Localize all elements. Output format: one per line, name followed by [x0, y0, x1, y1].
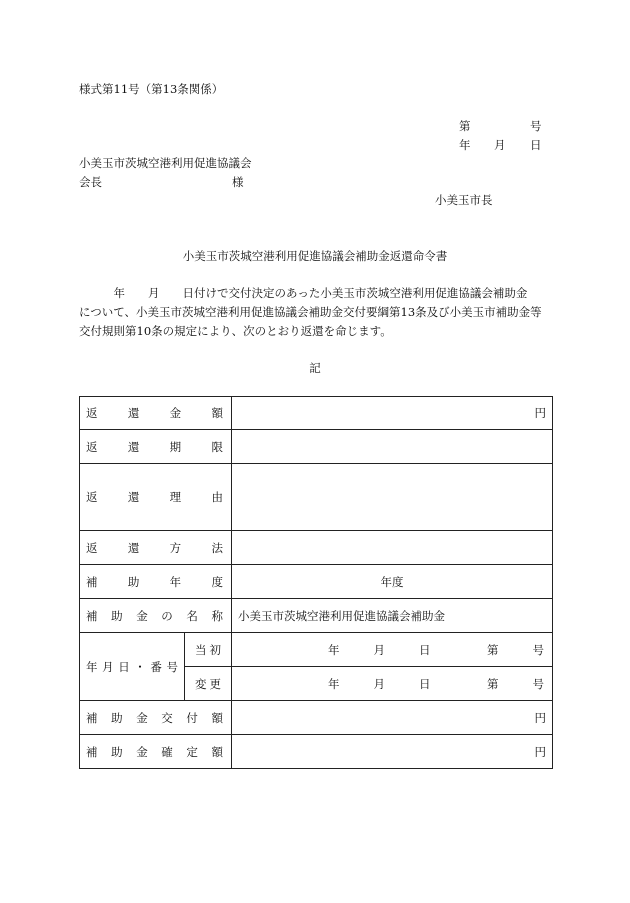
- row-fiscal-year: [80, 565, 553, 599]
- body-text-line-1: 年 月 日付けで交付決定のあった小美玉市茨城空港利用促進協議会補助金: [79, 286, 528, 300]
- row-date-number-initial: [80, 633, 553, 667]
- change-date-number-field[interactable]: 年 月 日 第 号: [232, 667, 553, 701]
- issuer-name: 小美玉市長: [435, 193, 493, 207]
- return-order-table: [79, 396, 553, 769]
- subsidy-name-label: 補 助 金 の 名 称: [80, 599, 232, 633]
- ki-marker: 記: [309, 361, 321, 375]
- return-deadline-field[interactable]: [232, 430, 553, 464]
- confirmed-amount-label: 補 助 金 確 定 額: [80, 735, 232, 769]
- yen-unit: 円: [534, 710, 546, 725]
- body-text-line-3: 交付規則第10条の規定により、次のとおり返還を命じます。: [79, 324, 392, 338]
- grant-amount-field[interactable]: [232, 701, 553, 735]
- row-return-reason: [80, 464, 553, 531]
- row-return-method: [80, 531, 553, 565]
- yen-unit: 円: [534, 406, 546, 420]
- grant-amount-label: 補 助 金 交 付 額: [80, 701, 232, 735]
- date-number-label: 年 月 日 ・ 番 号: [80, 633, 185, 701]
- initial-label: 当 初: [185, 633, 232, 667]
- fiscal-year-unit: 年度: [380, 574, 404, 589]
- document-number-prefix: 第: [459, 119, 471, 133]
- body-text-line-2: について、小美玉市茨城空港利用促進協議会補助金交付要綱第13条及び小美玉市補助金等: [79, 305, 542, 319]
- return-deadline-label: 返 還 期 限: [80, 430, 232, 464]
- row-confirmed-amount: [80, 735, 553, 769]
- return-reason-label: 返 還 理 由: [80, 464, 232, 531]
- return-reason-field[interactable]: [232, 464, 553, 531]
- subsidy-name-field: 小美玉市茨城空港利用促進協議会補助金: [232, 599, 553, 633]
- row-grant-amount: [80, 701, 553, 735]
- change-label: 変 更: [185, 667, 232, 701]
- issue-date-year: 年: [459, 138, 471, 152]
- addressee-title: 会長: [79, 175, 102, 189]
- yen-unit: 円: [534, 744, 546, 759]
- addressee-organization: 小美玉市茨城空港利用促進協議会: [79, 156, 252, 170]
- issue-date-month: 月: [494, 138, 506, 152]
- return-method-field[interactable]: [232, 531, 553, 565]
- row-subsidy-name: [80, 599, 553, 633]
- fiscal-year-label: 補 助 年 度: [80, 565, 232, 599]
- document-number-suffix: 号: [530, 119, 542, 133]
- row-return-deadline: [80, 430, 553, 464]
- return-amount-label: 返 還 金 額: [80, 397, 232, 430]
- form-number: 様式第11号（第13条関係）: [79, 82, 224, 96]
- row-return-amount: [80, 397, 553, 430]
- return-amount-field[interactable]: [232, 397, 553, 430]
- issue-date-day: 日: [530, 138, 542, 152]
- document-title: 小美玉市茨城空港利用促進協議会補助金返還命令書: [182, 249, 448, 263]
- return-method-label: 返 還 方 法: [80, 531, 232, 565]
- confirmed-amount-field[interactable]: [232, 735, 553, 769]
- addressee-honorific: 様: [232, 175, 244, 189]
- fiscal-year-field[interactable]: [232, 565, 553, 599]
- initial-date-number-field[interactable]: 年 月 日 第 号: [232, 633, 553, 667]
